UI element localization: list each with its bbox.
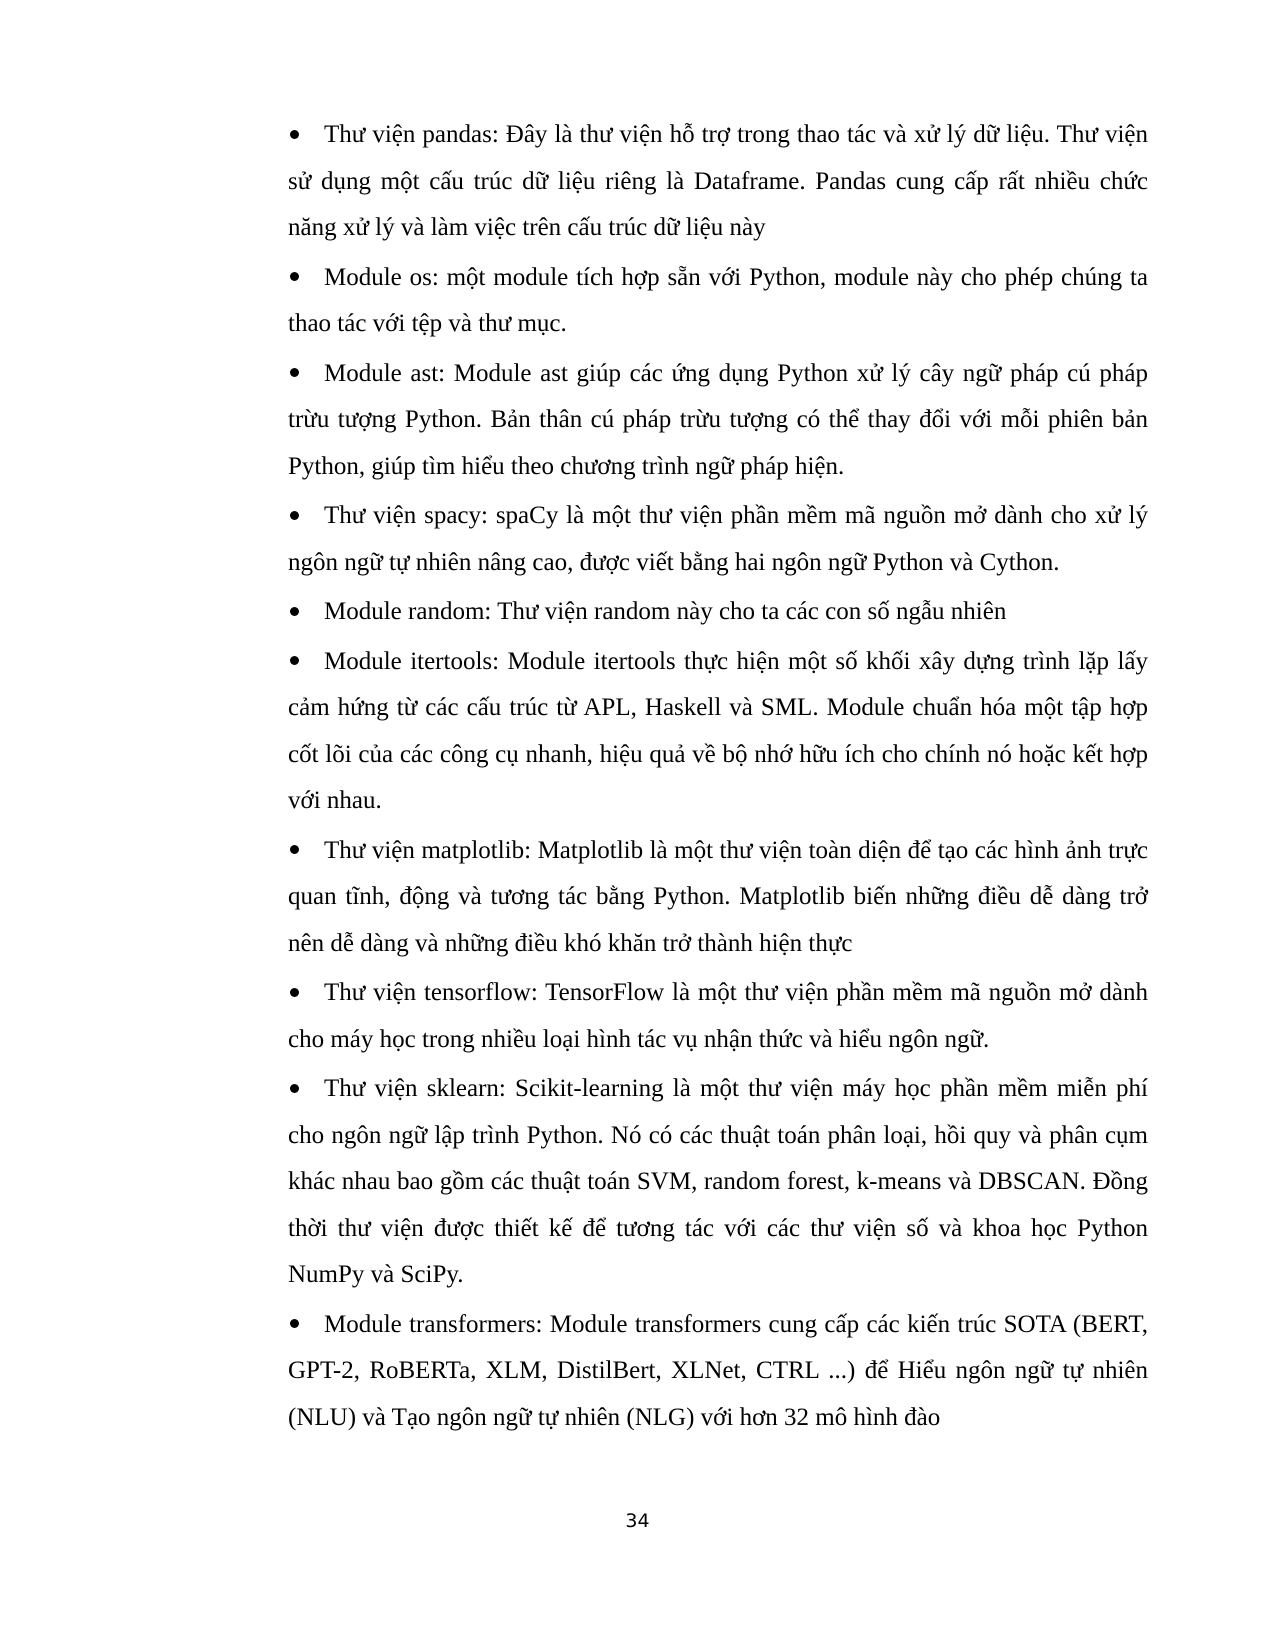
list-item-transformers [288,1302,1148,1442]
list-item-ast [288,351,1148,491]
bullet-icon [288,493,324,540]
list-item-text: Module random: Thư viện random này cho ta các con số ngẫu nhiên [324,598,1007,625]
list-item-text: Module ast: Module ast giúp các ứng dụng Python xử lý cây ngữ pháp cú pháp trừu tượng Python. Bản thân cú pháp trừu tượng có thể thay đổi với mỗi phiên bản Python, giúp tìm hiểu theo chương trình ngữ pháp hiện. [288,359,1148,480]
list-item-os [288,255,1148,348]
page-number: 34 [625,1510,650,1532]
bullet-icon [288,1302,324,1349]
document-body [288,112,1148,1444]
list-item-text: Thư viện pandas: Đây là thư viện hỗ trợ trong thao tác và xử lý dữ liệu. Thư viện sử dụng một cấu trúc dữ liệu riêng là Dataframe. Pandas cung cấp rất nhiều chức năng xử lý và làm việc trên cấu trúc dữ liệu này [288,121,1148,241]
list-item-text: Module itertools: Module itertools thực hiện một số khối xây dựng trình lặp lấy cảm hứng từ các cấu trúc từ APL, Haskell và SML. Module chuẩn hóa một tập hợp cốt lõi của các công cụ nhanh, hiệu quả về bộ nhớ hữu ích cho chính nó hoặc kết hợp với nhau. [288,647,1148,814]
list-item-text: Thư viện tensorflow: TensorFlow là một thư viện phần mềm mã nguồn mở dành cho máy học trong nhiều loại hình tác vụ nhận thức và hiểu ngôn ngữ. [288,979,1148,1053]
list-item-pandas [288,112,1148,252]
list-item-sklearn [288,1066,1148,1299]
list-item-itertools [288,639,1148,825]
bullet-icon [288,639,324,686]
list-item-tensorflow [288,970,1148,1063]
list-item-matplotlib [288,828,1148,968]
list-item-text: Thư viện matplotlib: Matplotlib là một thư viện toàn diện để tạo các hình ảnh trực quan tĩnh, động và tương tác bằng Python. Matplotlib biến những điều dễ dàng trở nên dễ dàng và những điều khó khăn trở thành hiện thực [288,836,1148,957]
bullet-icon [288,351,324,398]
list-item-random [288,589,1148,636]
list-item-text: Thư viện sklearn: Scikit-learning là một thư viện máy học phần mềm miễn phí cho ngôn ngữ lập trình Python. Nó có các thuật toán phân loại, hồi quy và phân cụm khác nhau bao gồm các thuật toán SVM, random forest, k-means và DBSCAN. Đồng thời thư viện được thiết kế để tương tác với các thư viện số và khoa học Python NumPy và SciPy. [288,1075,1148,1288]
list-item-spacy [288,493,1148,586]
bullet-icon [288,589,324,636]
bullet-icon [288,255,324,302]
list-item-text: Module os: một module tích hợp sẵn với Python, module này cho phép chúng ta thao tác với tệp và thư mục. [288,263,1148,337]
bullet-icon [288,1066,324,1113]
bullet-icon [288,828,324,875]
bullet-icon [288,112,324,159]
list-item-text: Module transformers: Module transformers cung cấp các kiến trúc SOTA (BERT, GPT-2, RoBERTa, XLM, DistilBert, XLNet, CTRL ...) để Hiểu ngôn ngữ tự nhiên (NLU) và Tạo ngôn ngữ tự nhiên (NLG) với hơn 32 mô hình đào [288,1310,1148,1431]
list-item-text: Thư viện spacy: spaCy là một thư viện phần mềm mã nguồn mở dành cho xử lý ngôn ngữ tự nhiên nâng cao, được viết bằng hai ngôn ngữ Python và Cython. [288,502,1148,576]
bullet-icon [288,970,324,1017]
